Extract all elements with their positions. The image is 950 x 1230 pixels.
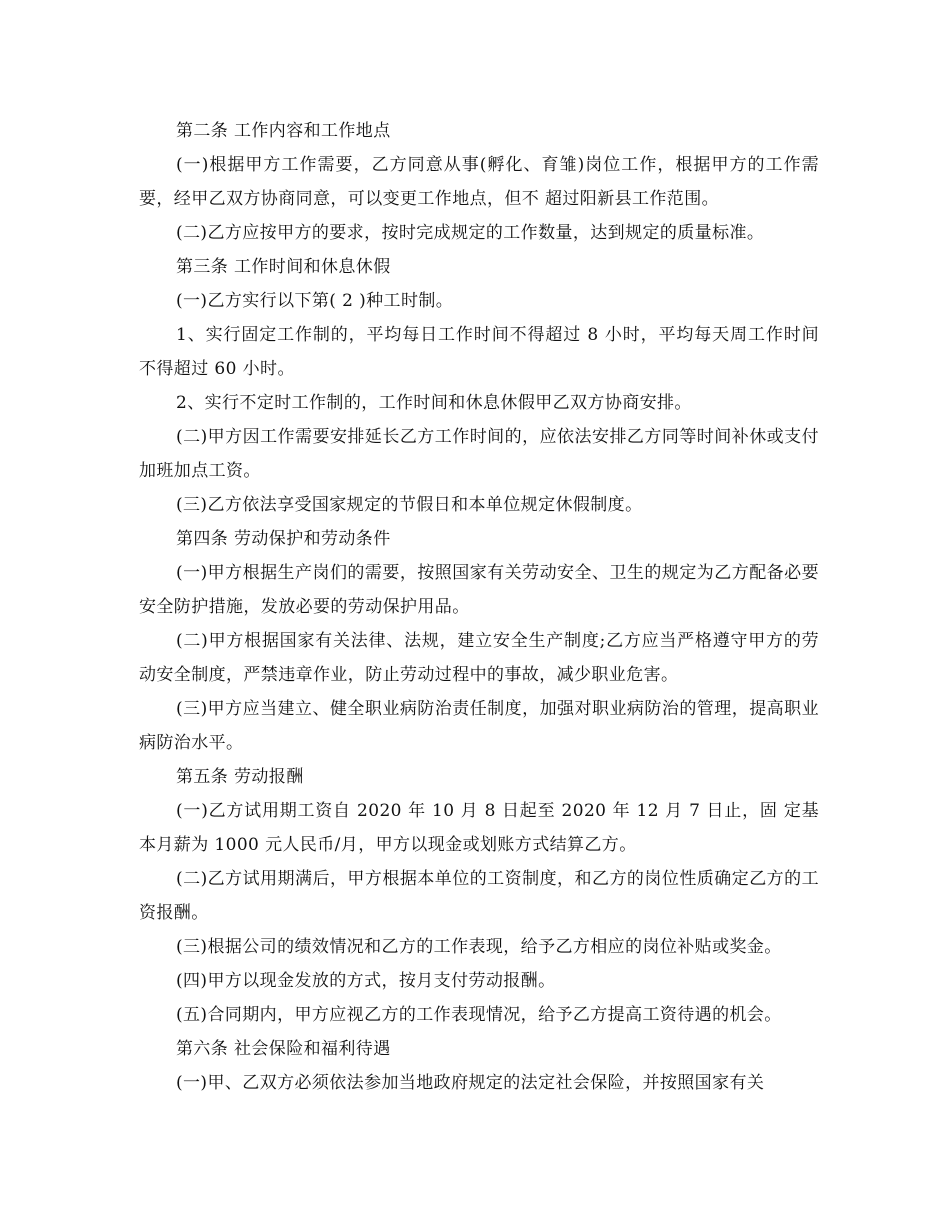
article-2-heading: 第二条 工作内容和工作地点 xyxy=(176,121,391,141)
article-2-clause-2: (二)乙方应按甲方的要求，按时完成规定的工作数量，达到规定的质量标准。 xyxy=(176,223,765,243)
article-6-clause-1: (一)甲、乙双方必须依法参加当地政府规定的法定社会保险，并按照国家有关 xyxy=(176,1073,765,1093)
document-body xyxy=(139,114,819,1100)
article-5-clause-1: (一)乙方试用期工资自 2020 年 10 月 8 日起至 2020 年 12 月 7 日止，固 定基本月薪为 1000 元人民币/月，甲方以现金或划账方式结算乙方。 xyxy=(139,801,819,855)
article-4-clause-2: (二)甲方根据国家有关法律、法规，建立安全生产制度;乙方应当严格遵守甲方的劳动安全制度，严禁违章作业，防止劳动过程中的事故，减少职业危害。 xyxy=(139,631,819,685)
article-6-heading: 第六条 社会保险和福利待遇 xyxy=(176,1039,391,1059)
article-4-clause-3: (三)甲方应当建立、健全职业病防治责任制度，加强对职业病防治的管理，提高职业病防治水平。 xyxy=(139,699,819,753)
article-5-clause-2: (二)乙方试用期满后，甲方根据本单位的工资制度，和乙方的岗位性质确定乙方的工资报酬。 xyxy=(139,869,819,923)
article-3-heading: 第三条 工作时间和休息休假 xyxy=(176,257,391,277)
article-5-clause-3: (三)根据公司的绩效情况和乙方的工作表现，给予乙方相应的岗位补贴或奖金。 xyxy=(176,937,782,957)
article-2-clause-1: (一)根据甲方工作需要，乙方同意从事(孵化、育雏)岗位工作，根据甲方的工作需要，经甲乙双方协商同意，可以变更工作地点，但不 超过阳新县工作范围。 xyxy=(139,155,819,209)
article-4-clause-1: (一)甲方根据生产岗们的需要，按照国家有关劳动安全、卫生的规定为乙方配备必要安全防护措施，发放必要的劳动保护用品。 xyxy=(139,563,819,617)
article-4-heading: 第四条 劳动保护和劳动条件 xyxy=(176,529,391,549)
article-3-item-1: 1、实行固定工作制的，平均每日工作时间不得超过 8 小时，平均每天周工作时间不得超过 60 小时。 xyxy=(139,325,819,379)
article-3-clause-1: (一)乙方实行以下第( 2 )种工时制。 xyxy=(176,291,454,311)
article-3-clause-2: (二)甲方因工作需要安排延长乙方工作时间的，应依法安排乙方同等时间补休或支付加班加点工资。 xyxy=(139,427,819,481)
article-5-clause-4: (四)甲方以现金发放的方式，按月支付劳动报酬。 xyxy=(176,971,556,991)
article-5-heading: 第五条 劳动报酬 xyxy=(176,767,304,787)
article-3-clause-3: (三)乙方依法享受国家规定的节假日和本单位规定休假制度。 xyxy=(176,495,643,515)
article-5-clause-5: (五)合同期内，甲方应视乙方的工作表现情况，给予乙方提高工资待遇的机会。 xyxy=(176,1005,782,1025)
article-3-item-2: 2、实行不定时工作制的，工作时间和休息休假甲乙双方协商安排。 xyxy=(176,393,692,413)
